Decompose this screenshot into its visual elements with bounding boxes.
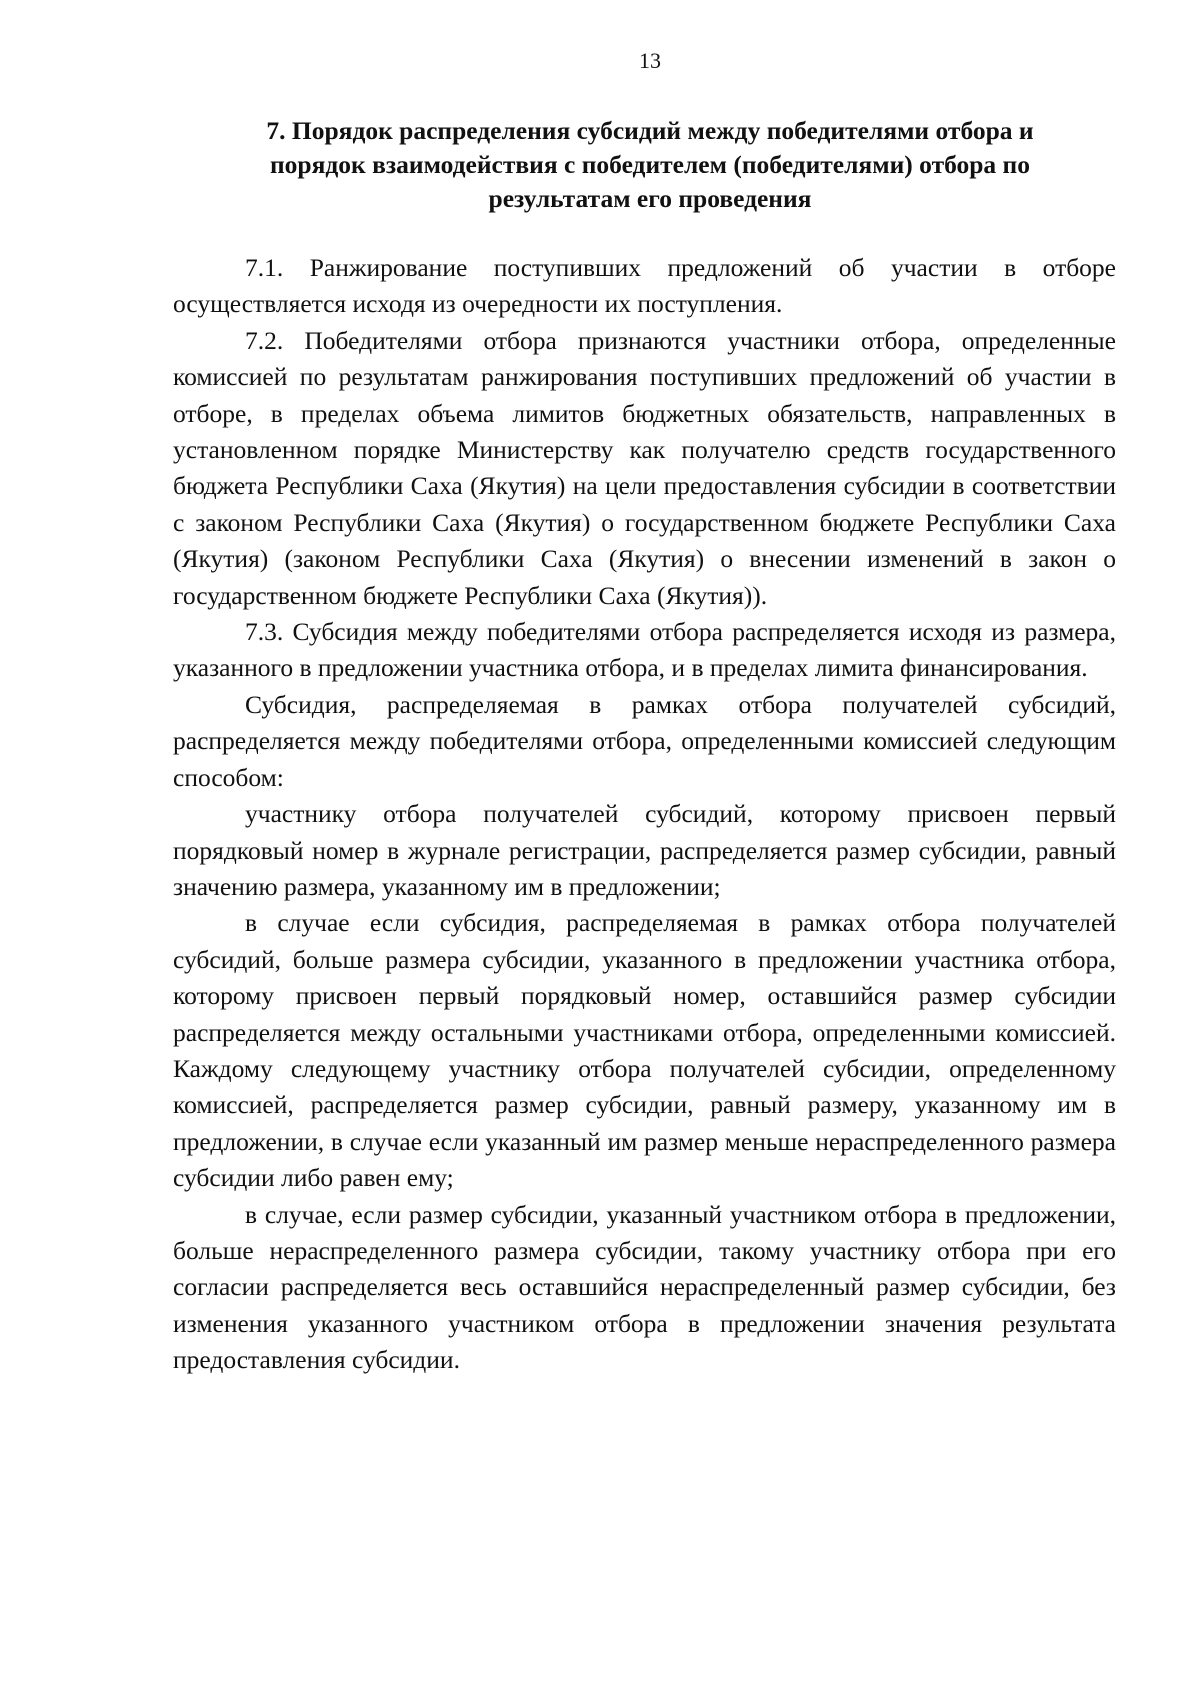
- paragraph-insufficient-remainder: в случае, если размер субсидии, указанный участником отбора в предложении, больше нераспределенного размера субсидии, такому участнику отбора при его согласии распределяется весь оставшийся нераспределенный размер субсидии, без изменения указанного участником отбора в предложении значения результата предоставления субсидии.: [173, 1199, 1116, 1375]
- paragraph-distribution-method: Субсидия, распределяемая в рамках отбора получателей субсидий, распределяется между победителями отбора, определенными комиссией следующим способом:: [173, 689, 1116, 792]
- heading-line-2: порядок взаимодействия с победителем (победителями) отбора по: [269, 150, 1031, 179]
- paragraph-remaining-participants: в случае если субсидия, распределяемая в рамках отбора получателей субсидий, больше размера субсидии, указанного в предложении участника отбора, которому присвоен первый порядковый номер, оставшийся размер субсидии распределяется между остальными участниками отбора, определенными комиссией. Каждому следующему участнику отбора получателей субсидии, определенному комиссией, распределяется размер субсидии, равный размеру, указанному им в предложении, в случае если указанный им размер меньше нераспределенного размера субсидии либо равен ему;: [173, 908, 1116, 1193]
- section-heading: [180, 114, 1120, 216]
- page-number: 13: [639, 48, 661, 73]
- heading-line-1: 7. Порядок распределения субсидий между победителями отбора и: [266, 116, 1034, 145]
- heading-line-3: результатам его проведения: [488, 184, 812, 213]
- paragraph-7-2: 7.2. Победителями отбора признаются участники отбора, определенные комиссией по результатам ранжирования поступивших предложений об участии в отборе, в пределах объема лимитов бюджетных обязательств, направленных в установленном порядке Министерству как получателю средств государственного бюджета Республики Саха (Якутия) на цели предоставления субсидии в соответствии с законом Республики Саха (Якутия) о государственном бюджете Республики Саха (Якутия) (законом Республики Саха (Якутия) о внесении изменений в закон о государственном бюджете Республики Саха (Якутия)).: [173, 325, 1116, 610]
- paragraph-first-participant: участнику отбора получателей субсидий, которому присвоен первый порядковый номер в журнале регистрации, распределяется размер субсидии, равный значению размера, указанному им в предложении;: [173, 799, 1116, 901]
- paragraph-7-1: 7.1. Ранжирование поступивших предложений об участии в отборе осуществляется исходя из очередности их поступления.: [173, 253, 1116, 319]
- section-body: [173, 250, 1116, 1379]
- paragraph-7-3: 7.3. Субсидия между победителями отбора распределяется исходя из размера, указанного в предложении участника отбора, и в пределах лимита финансирования.: [173, 617, 1116, 683]
